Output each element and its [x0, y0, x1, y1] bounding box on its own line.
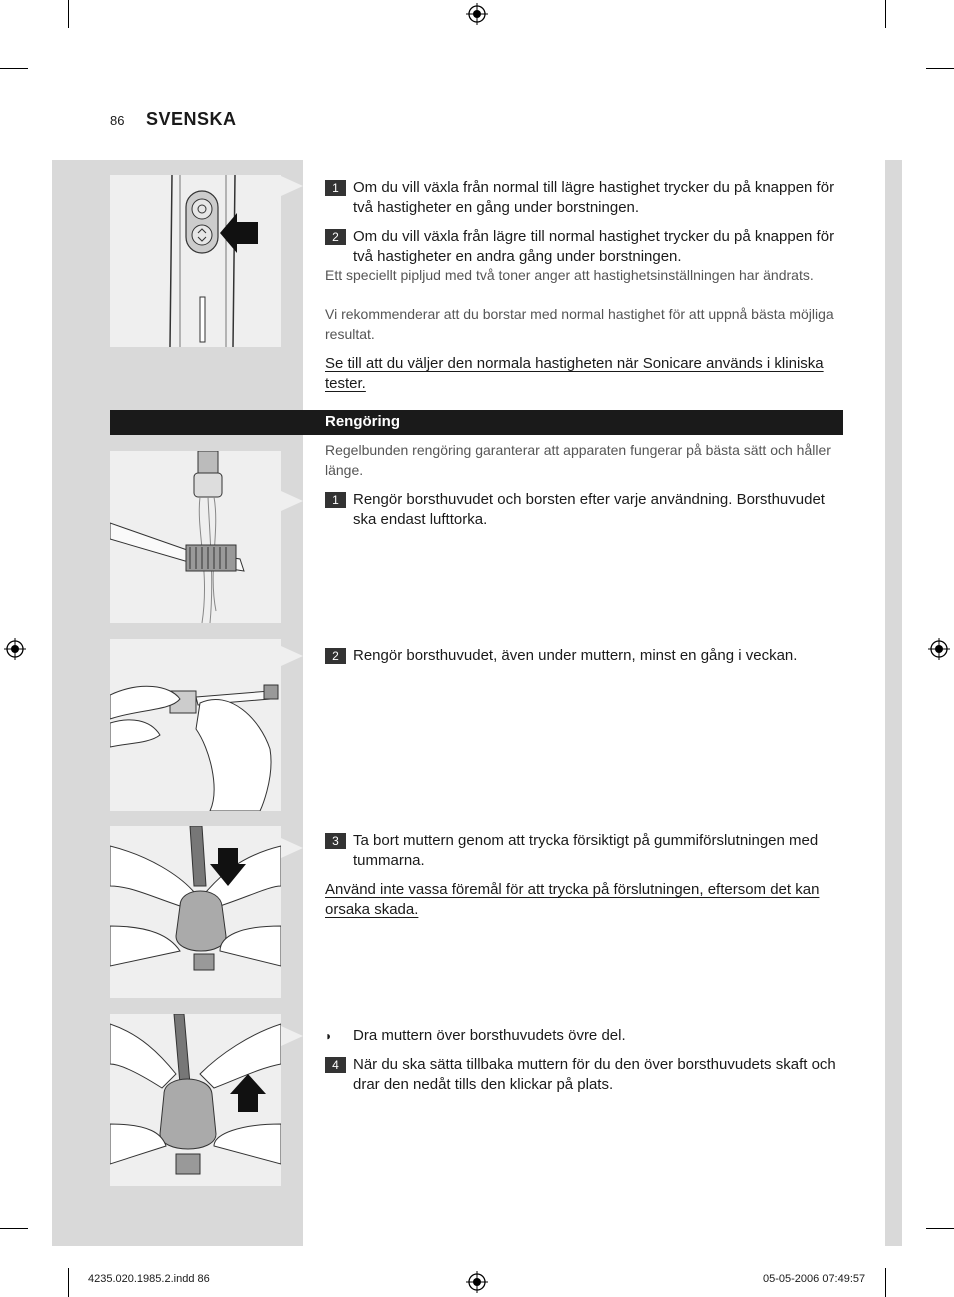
cleaning-warning: [325, 880, 840, 920]
step-number: 1: [325, 492, 346, 508]
image-pointer: [281, 646, 303, 666]
step-number: 2: [325, 229, 346, 245]
speed-note-beep: Ett speciellt pipljud med två toner anger att hastighetsinställningen har ändrats.: [325, 267, 814, 283]
speed-step-2: [325, 227, 840, 267]
rinse-brush-head-illustration: [110, 451, 281, 623]
clean-under-nut-illustration: [110, 639, 281, 811]
right-grey-bar: [885, 160, 902, 1246]
step-text: Om du vill växla från lägre till normal hastighet trycker du på knappen för två hastigheter en andra gång under borstningen.: [353, 228, 835, 265]
registration-mark-icon: [466, 1271, 488, 1293]
image-pointer: [281, 1026, 303, 1046]
cleaning-intro: Regelbunden rengöring garanterar att apparaten fungerar på bästa sätt och håller länge.: [325, 442, 831, 478]
warning-text: Se till att du väljer den normala hastigheten när Sonicare används i kliniska tester.: [325, 355, 824, 392]
registration-mark-icon: [466, 3, 488, 25]
cleaning-step-3: [325, 831, 840, 871]
footer-datetime: 05-05-2006 07:49:57: [763, 1273, 866, 1285]
section-header-bar: [110, 410, 843, 435]
page-number: 86: [110, 113, 125, 128]
step-text: Om du vill växla från normal till lägre hastighet trycker du på knappen för två hastigheter en gång under borstningen.: [353, 179, 835, 216]
step-number: 2: [325, 648, 346, 664]
image-pointer: [281, 176, 303, 196]
speed-step-1: [325, 178, 840, 218]
crop-mark: [68, 0, 69, 28]
step-text: Rengör borsthuvudet och borsten efter varje användning. Borsthuvudet ska endast lufttorka.: [353, 491, 825, 528]
crop-mark: [0, 68, 28, 69]
image-pointer: [281, 491, 303, 511]
bullet-text: Dra muttern över borsthuvudets övre del.: [353, 1027, 626, 1044]
bullet-icon: ◗: [325, 1029, 333, 1043]
toothbrush-handle-illustration: [110, 175, 281, 347]
speed-note-recommend: Vi rekommenderar att du borstar med normal hastighet för att uppnå bästa möjliga resultat.: [325, 306, 834, 342]
section-title-cleaning: Rengöring: [325, 413, 400, 430]
step-number: 3: [325, 833, 346, 849]
cleaning-step-4: [325, 1055, 840, 1095]
footer-file-info: 4235.020.1985.2.indd 86: [88, 1273, 210, 1285]
registration-mark-icon: [4, 638, 26, 660]
speed-warning: [325, 354, 840, 394]
remove-nut-illustration: [110, 826, 281, 998]
step-text: Ta bort muttern genom att trycka försiktigt på gummiförslutningen med tummarna.: [353, 832, 819, 869]
crop-mark: [885, 1268, 886, 1297]
cleaning-bullet: [325, 1026, 840, 1046]
refit-nut-illustration: [110, 1014, 281, 1186]
image-pointer: [281, 838, 303, 858]
cleaning-step-2: [325, 646, 840, 666]
step-number: 4: [325, 1057, 346, 1073]
step-number: 1: [325, 180, 346, 196]
crop-mark: [926, 1228, 954, 1229]
warning-text: Använd inte vassa föremål för att trycka på förslutningen, eftersom det kan orsaka skada.: [325, 881, 820, 918]
registration-mark-icon: [928, 638, 950, 660]
crop-mark: [926, 68, 954, 69]
crop-mark: [885, 0, 886, 28]
cleaning-step-1: [325, 490, 840, 530]
step-text: Rengör borsthuvudet, även under muttern, minst en gång i veckan.: [353, 647, 798, 664]
step-text: När du ska sätta tillbaka muttern för du den över borsthuvudets skaft och drar den nedåt tills den klickar på plats.: [353, 1056, 836, 1093]
page-language-title: SVENSKA: [146, 109, 237, 129]
crop-mark: [68, 1268, 69, 1297]
crop-mark: [0, 1228, 28, 1229]
